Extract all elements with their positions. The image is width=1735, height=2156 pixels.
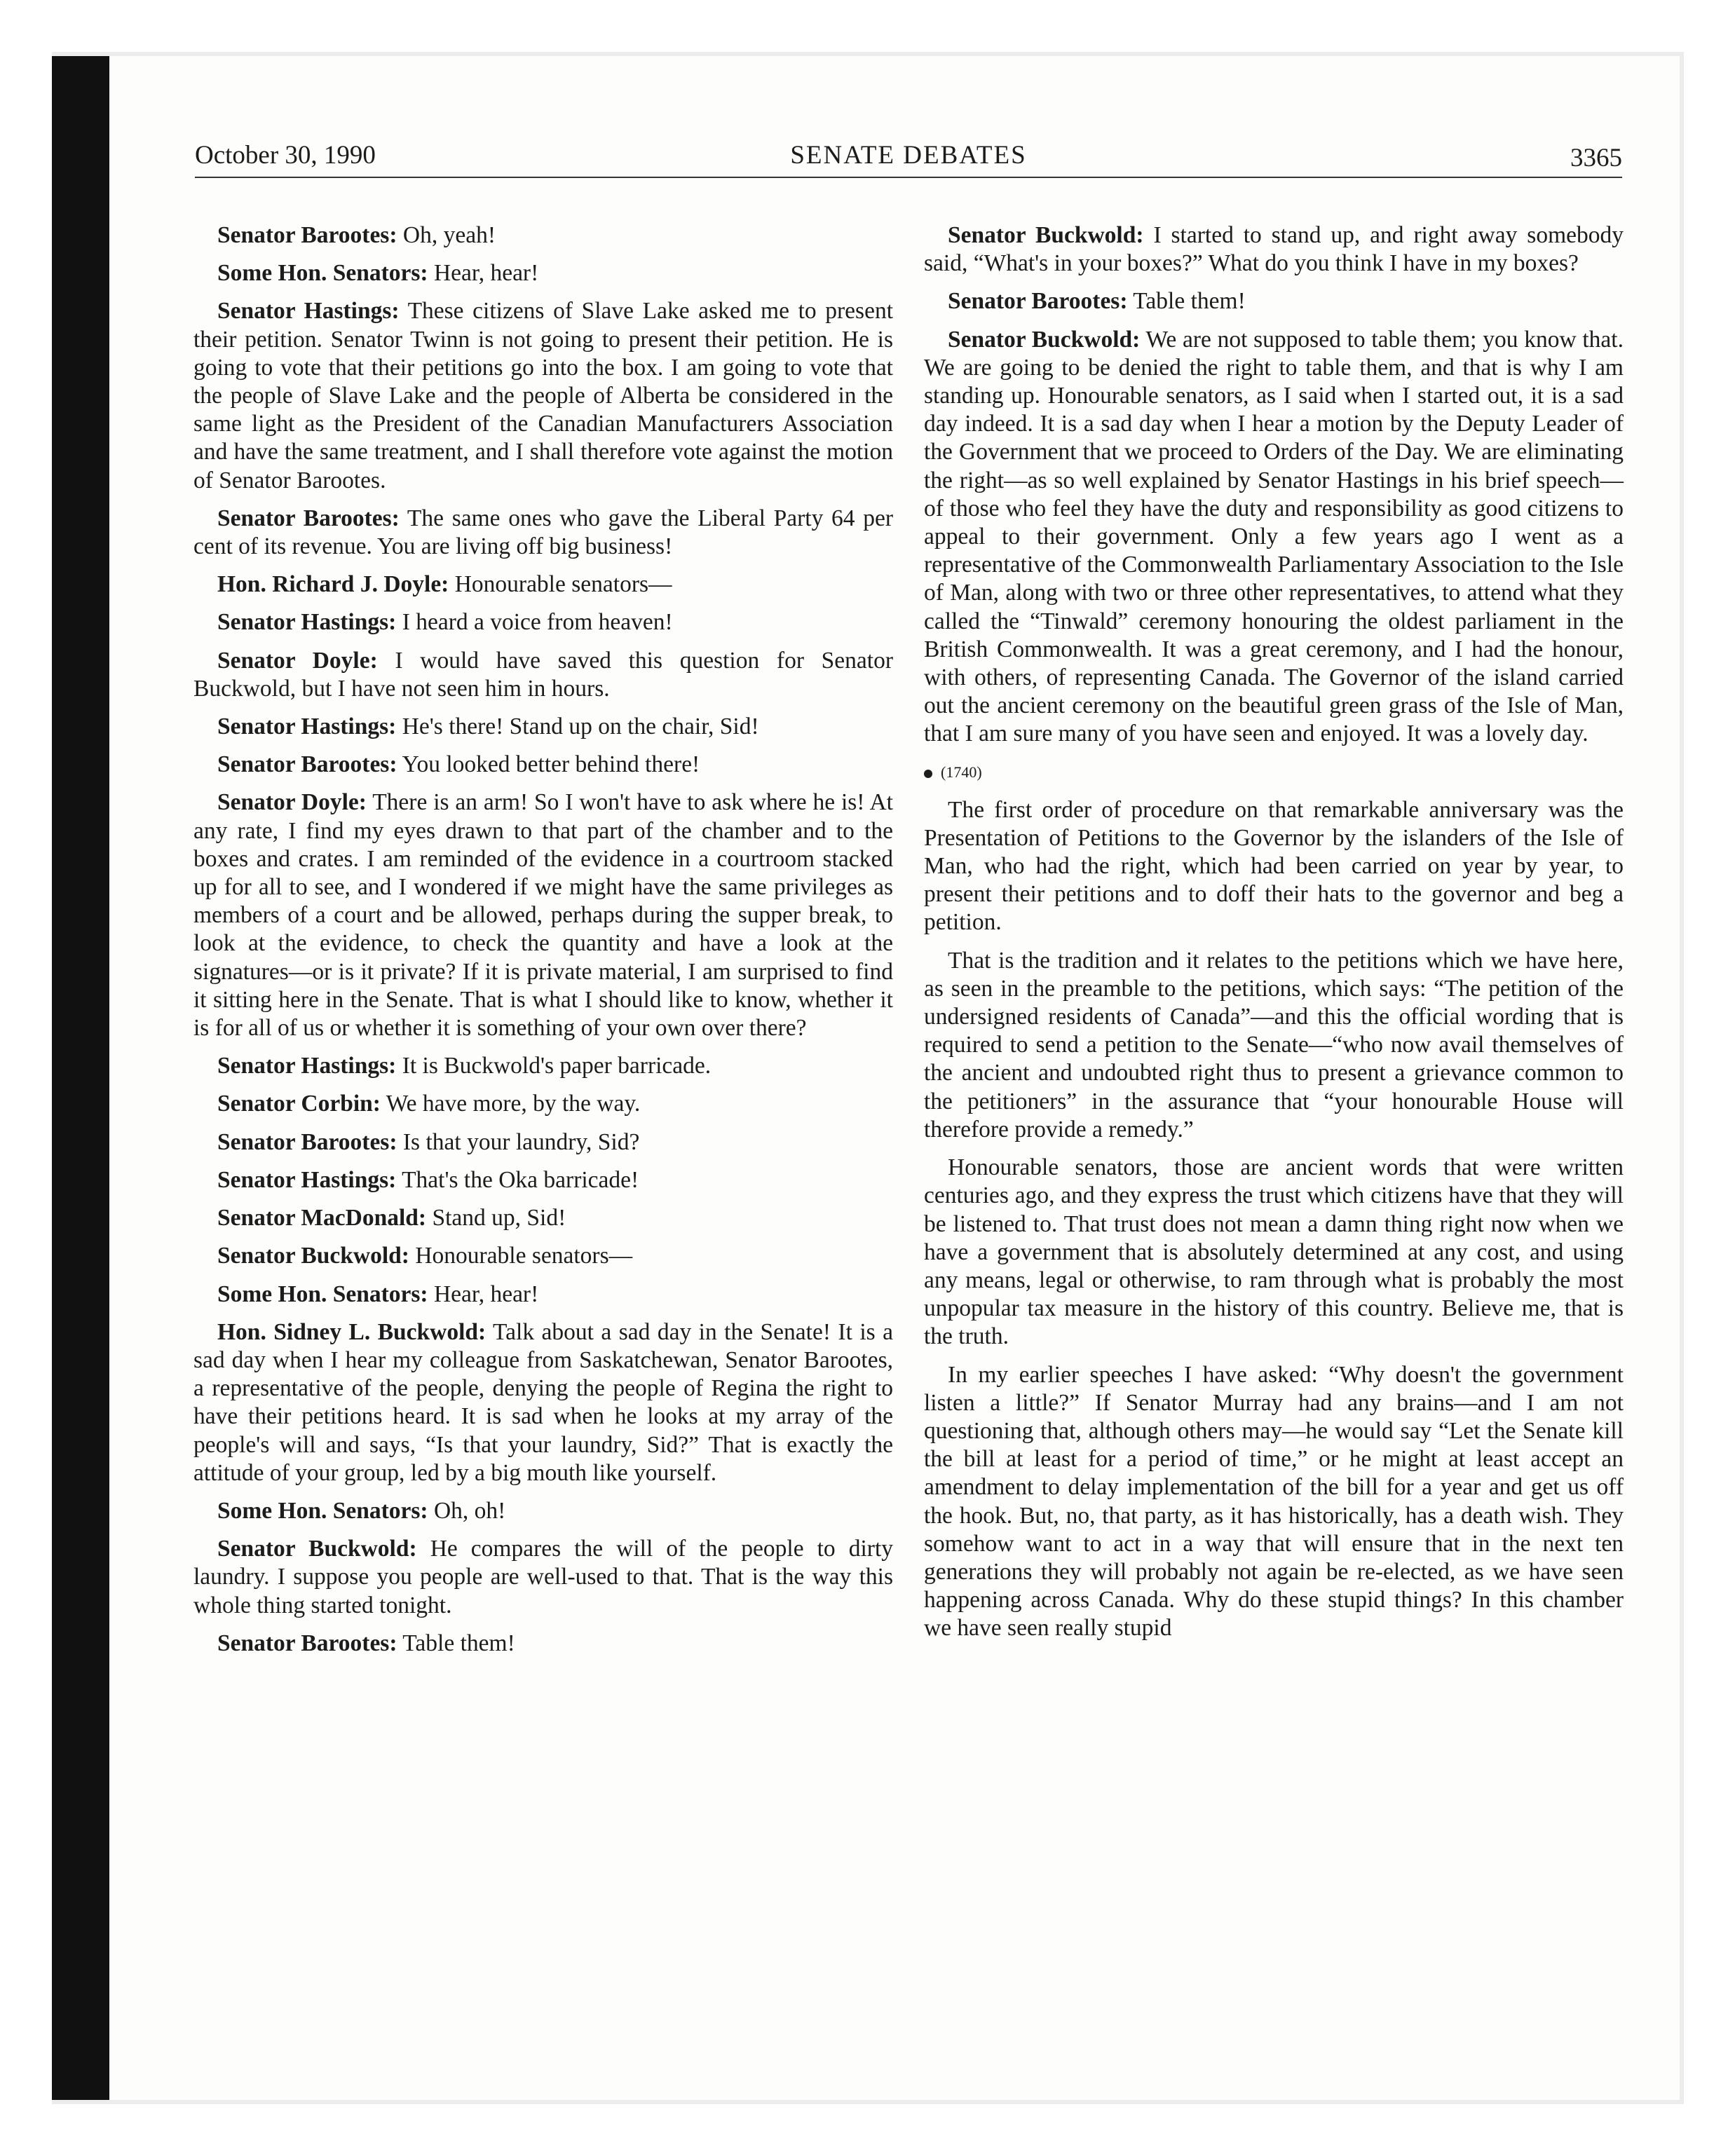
speech-paragraph (924, 1361, 1624, 1643)
document-page (109, 56, 1680, 2100)
speaker-name: Some Hon. Senators: (217, 1497, 428, 1524)
speech-text: I would have saved this question for Senator Buckwold, but I have not seen him in hours. (193, 647, 893, 702)
speech-paragraph (193, 1281, 893, 1309)
speech-paragraph (193, 221, 893, 250)
speech-paragraph (193, 1090, 893, 1118)
speech-text: That's the Oka barricade! (402, 1166, 639, 1193)
speaker-name: Hon. Sidney L. Buckwold: (217, 1318, 487, 1345)
speaker-name: Hon. Richard J. Doyle: (217, 571, 449, 598)
scan-edge (1680, 52, 1684, 2104)
speech-paragraph (193, 1497, 893, 1525)
running-header (195, 135, 1622, 178)
speaker-name: Senator Barootes: (948, 288, 1128, 315)
scan-edge (52, 2100, 1684, 2104)
speaker-name: Senator Buckwold: (948, 222, 1144, 248)
speech-text: Oh, oh! (433, 1497, 506, 1524)
speaker-name: Senator Barootes: (217, 222, 397, 248)
speech-paragraph (924, 221, 1624, 278)
speaker-name: Senator Hastings: (217, 298, 400, 325)
speech-text: Honourable senators— (415, 1243, 633, 1269)
speaker-name: Senator Barootes: (217, 505, 400, 531)
header-page-number: 3365 (1570, 144, 1622, 172)
speech-paragraph (193, 1052, 893, 1080)
speech-text: In my earlier speeches I have asked: “Why doesn't the government listen a little?” If Senator Murray had any brains—and I am not questioning that, although others may—he would say “Let the Senate kill the bill at least for a period of time,” or he might at least accept an amendment to delay implementation of the bill for a year and get us off the hook. But, no, that party, as it has historically, has a death wish. They somehow want to act in a way that will ensure that in the next ten generations they will probably not again be re-elected, as we have seen happening across Canada. Why do these stupid things? In this chamber we have seen really stupid (924, 1361, 1624, 1642)
speaker-name: Some Hon. Senators: (217, 1281, 428, 1307)
speech-paragraph (193, 751, 893, 779)
speaker-name: Senator Barootes: (217, 1128, 397, 1155)
speech-text: Is that your laundry, Sid? (402, 1128, 640, 1155)
speaker-name: Senator Doyle: (217, 789, 367, 816)
speech-paragraph (193, 789, 893, 1042)
speech-paragraph (193, 1166, 893, 1194)
speech-paragraph (193, 297, 893, 494)
speech-text: I started to stand up, and right away somebody said, “What's in your boxes?” What do you think I have in my boxes? (924, 222, 1624, 277)
speech-text: I heard a voice from heaven! (402, 609, 673, 636)
time-marker-text: (1740) (941, 763, 982, 781)
right-column (924, 221, 1624, 1653)
scan-binding-shadow (52, 52, 109, 2104)
speaker-name: Senator Barootes: (217, 1630, 397, 1656)
speech-text: Table them! (402, 1630, 515, 1656)
speech-paragraph (193, 608, 893, 636)
speech-paragraph (924, 796, 1624, 937)
speech-text: There is an arm! So I won't have to ask where he is! At any rate, I find my eyes drawn to that part of the chamber and to the boxes and crates. I am reminded of the evidence in a courtroom stacked up for all to see, and I wondered if we might have the same privileges as members of a court and be allowed, perhaps during the supper break, to look at the evidence, to check the quantity and have a look at the signatures—or is it private? If it is private material, I am surprised to find it sitting here in the Senate. That is what I should like to know, whether it is for all of us or whether it is something of your own over there? (193, 789, 893, 1042)
speaker-name: Senator Hastings: (217, 1166, 397, 1193)
speech-paragraph (193, 1318, 893, 1487)
speech-paragraph (193, 1128, 893, 1157)
speech-text: He compares the will of the people to dirty laundry. I suppose you people are well-used to that. That is the way this whole thing started tonight. (193, 1536, 894, 1618)
speech-paragraph (193, 1535, 893, 1620)
speech-text: Honourable senators— (454, 571, 672, 598)
speech-paragraph (193, 259, 893, 287)
speaker-name: Senator MacDonald: (217, 1205, 427, 1231)
speech-text: Hear, hear! (433, 1281, 539, 1307)
speech-text: Honourable senators, those are ancient words that were written centuries ago, and they express the trust which citizens have that they will be listened to. That trust does not mean a damn thing right now when we have a government that is absolutely determined at any cost, and using any means, legal or otherwise, to ram through what is probably the most unpopular tax measure in the history of this country. Believe me, that is the truth. (924, 1154, 1624, 1350)
speech-paragraph (193, 1242, 893, 1270)
time-marker (924, 758, 1624, 786)
speech-paragraph (193, 505, 893, 561)
speech-text: We are not supposed to table them; you know that. We are going to be denied the right to table them, and that is why I am standing up. Honourable senators, as I said when I started out, it is a sad day indeed. It is a sad day when I hear a motion by the Deputy Leader of the Government that we proceed to Orders of the Day. We are eliminating the right—as so well explained by Senator Hastings in his brief speech—of those who feel they have the duty and responsibility as good citizens to appeal to their government. Only a few years ago I went as a representative of the Commonwealth Parliamentary Association to the Isle of Man, along with two or three other representatives, to attend what they called the “Tinwald” ceremony honouring the oldest parliament in the British Commonwealth. It was a great ceremony, and I had the honour, with others, of representing Canada. The Governor of the island carried out the ancient ceremony on the beautiful green grass of the Isle of Man, that I am sure many of you have seen and enjoyed. It was a lovely day. (924, 326, 1624, 747)
speaker-name: Senator Buckwold: (217, 1243, 409, 1269)
speech-text: Stand up, Sid! (432, 1205, 566, 1231)
speech-text: Table them! (1133, 288, 1246, 315)
speaker-name: Senator Buckwold: (948, 326, 1141, 353)
speech-paragraph (924, 287, 1624, 315)
header-date: October 30, 1990 (195, 141, 376, 170)
speech-paragraph (193, 1204, 893, 1232)
left-column (193, 221, 893, 1667)
speech-paragraph (193, 713, 893, 741)
header-publication: SENATE DEBATES (790, 141, 1027, 170)
speech-paragraph (193, 1630, 893, 1658)
speech-text: Hear, hear! (433, 260, 539, 287)
speech-paragraph (924, 1154, 1624, 1351)
speech-paragraph (924, 947, 1624, 1144)
speaker-name: Senator Hastings: (217, 609, 397, 636)
speaker-name: Some Hon. Senators: (217, 260, 428, 287)
speaker-name: Senator Corbin: (217, 1091, 381, 1117)
speech-text: The same ones who gave the Liberal Party 64 per cent of its revenue. You are living off big business! (193, 505, 893, 560)
speech-paragraph (193, 647, 893, 703)
speaker-name: Senator Hastings: (217, 714, 397, 740)
speech-text: Oh, yeah! (402, 222, 496, 248)
speech-text: He's there! Stand up on the chair, Sid! (402, 714, 759, 740)
bullet-icon (924, 770, 932, 778)
speech-text: These citizens of Slave Lake asked me to present their petition. Senator Twinn is not going to present their petition. He is going to vote that their petitions go into the box. I am going to vote that the people of Slave Lake and the people of Alberta be considered in the same light as the President of the Canadian Manufacturers Association and have the same treatment, and I shall therefore vote against the motion of Senator Barootes. (193, 298, 893, 493)
speaker-name: Senator Hastings: (217, 1053, 397, 1079)
speaker-name: Senator Barootes: (217, 751, 397, 778)
speech-text: We have more, by the way. (386, 1091, 641, 1117)
speaker-name: Senator Doyle: (217, 647, 378, 674)
speech-paragraph (924, 326, 1624, 749)
speech-text: You looked better behind there! (402, 751, 700, 778)
speech-text: The first order of procedure on that remarkable anniversary was the Presentation of Petitions to the Governor by the islanders of the Isle of Man, who had the right, which had been carried on year by year, to present their petitions and to doff their hats to the governor and beg a petition. (924, 796, 1624, 936)
speech-text: Talk about a sad day in the Senate! It is a sad day when I hear my colleague from Saskatchewan, Senator Barootes, a representative of the people, denying the people of Regina the right to have their petitions heard. It is sad when he looks at my array of the people's will and says, “Is that your laundry, Sid?” That is exactly the attitude of your group, led by a big mouth like yourself. (193, 1318, 893, 1486)
speech-paragraph (193, 571, 893, 599)
speech-text: That is the tradition and it relates to the petitions which we have here, as seen in the preamble to the petitions, which says: “The petition of the undersigned residents of Canada”—and this the official wording that is required to send a petition to the Senate—“who now avail themselves of the ancient and undoubted right thus to present a grievance common to the petitioners” in the assurance that “your honourable House will therefore provide a remedy.” (924, 947, 1624, 1142)
speech-text: It is Buckwold's paper barricade. (402, 1053, 712, 1079)
speaker-name: Senator Buckwold: (217, 1536, 417, 1562)
